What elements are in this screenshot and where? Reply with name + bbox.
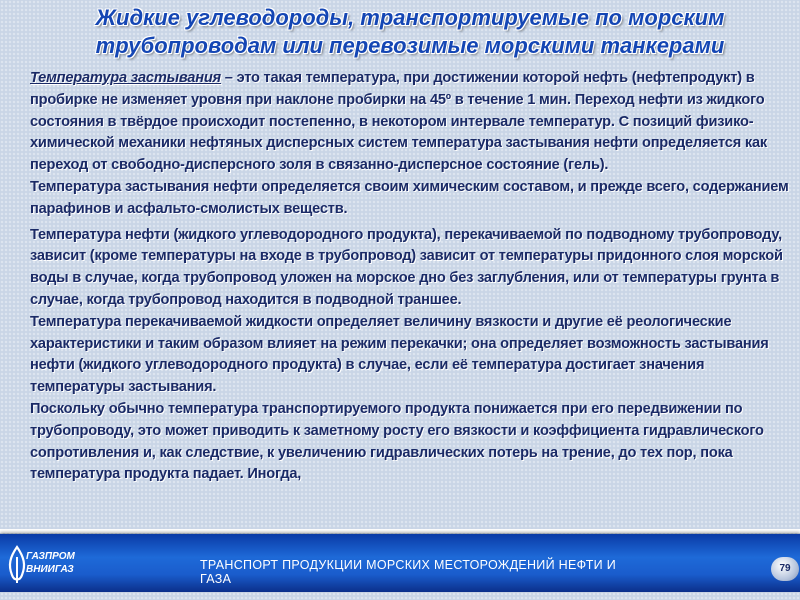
paragraph-pipeline-temperature: Температура нефти (жидкого углеводородного продукта), перекачиваемой по подводному трубопроводу, зависит (кроме температуры на входе в трубопровод) зависит от температуры придонного слоя морской воды в случае, когда трубопровод уложен на морское дно без заглубления, или от температуры грунта в случае, когда трубопровод находится в подводной траншее. bbox=[30, 226, 783, 308]
gazprom-flame-icon bbox=[6, 545, 28, 585]
paragraph-viscosity: Температура перекачиваемой жидкости определяет величину вязкости и другие её реологические характеристики и таким образом влияет на режим перекачки; она определяет возможность застывания нефти (жидкого углеводородного продукта) в случае, если её температура достигает значения температуры застывания. bbox=[30, 313, 769, 396]
slide-body bbox=[30, 68, 795, 486]
logo-line2: ВНИИГАЗ bbox=[26, 564, 74, 575]
gazprom-logo bbox=[6, 545, 126, 585]
slide-title bbox=[80, 4, 740, 60]
footer-caption: ТРАНСПОРТ ПРОДУКЦИИ МОРСКИХ МЕСТОРОЖДЕНИЙ НЕФТИ И ГАЗА bbox=[200, 558, 616, 586]
term-pour-point: Температура застывания bbox=[30, 70, 221, 86]
page-number-badge: 79 bbox=[771, 557, 799, 581]
paragraph-definition bbox=[30, 68, 795, 177]
footer-divider bbox=[0, 529, 800, 533]
paragraph-hydraulic-losses: Поскольку обычно температура транспортируемого продукта понижается при его передвижении по трубопроводу, это может приводить к заметному росту его вязкости и коэффициента гидравлического сопротивления и, как следствие, к увеличению гидравлических потерь на трение, до тех пор, пока температура продукта падает. Иногда, bbox=[30, 400, 764, 483]
logo-line1: ГАЗПРОМ bbox=[26, 551, 75, 562]
definition-text: – это такая температура, при достижении которой нефть (нефтепродукт) в пробирке не изменяет уровня при наклоне пробирки на 45º в течение 1 мин. Переход нефти из жидкого состояния в твёрдое происходит постепенно, в некотором интервале температур. С позиций физико-химической механики нефтяных дисперсных систем температура застывания нефти определяется как переход от свободно-дисперсного золя в связанно-дисперсное состояние (гель). bbox=[30, 70, 767, 174]
paragraph-composition: Температура застывания нефти определяется своим химическим составом, и прежде всего, содержанием парафинов и асфальто-смолистых веществ. bbox=[30, 178, 789, 217]
slide-title-line2: трубопроводам или перевозимые морскими танкерами bbox=[95, 33, 725, 58]
slide-title-line1: Жидкие углеводороды, транспортируемые по морским bbox=[95, 5, 725, 30]
